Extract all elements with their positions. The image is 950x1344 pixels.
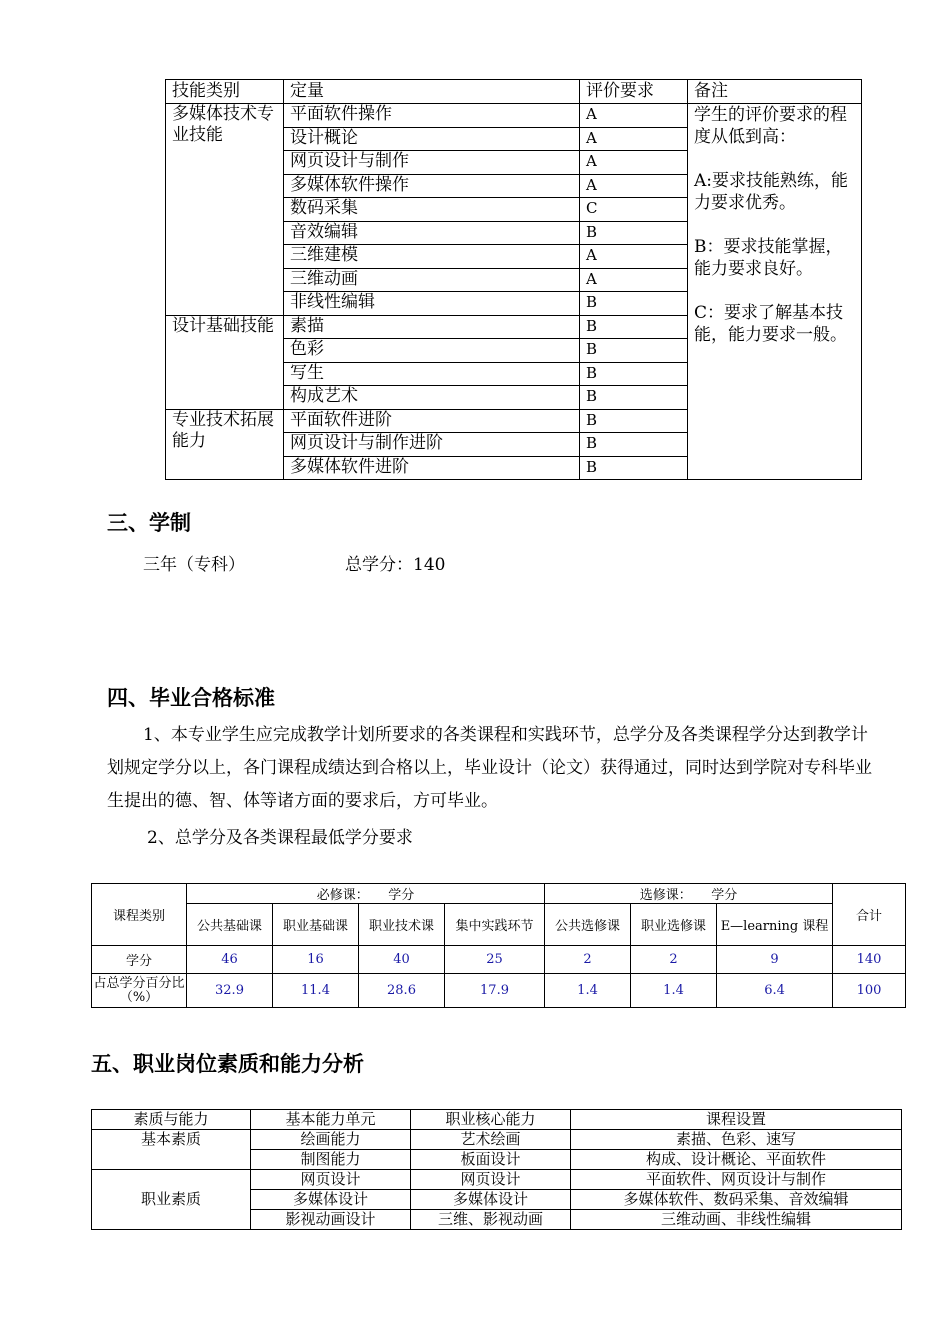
skills-header-note: 备注 bbox=[688, 80, 862, 104]
course-setting: 素描、色彩、速写 bbox=[571, 1130, 902, 1150]
core-ability: 网页设计 bbox=[411, 1170, 571, 1190]
credit-value: 2 bbox=[631, 946, 717, 974]
quality-table bbox=[91, 1109, 902, 1230]
skill-level: A bbox=[580, 245, 688, 269]
quality-header: 职业核心能力 bbox=[411, 1110, 571, 1130]
credit-columns-row bbox=[92, 904, 906, 946]
note-level-c: C：要求了解基本技能，能力要求一般。 bbox=[694, 303, 847, 345]
credit-row-label: 占总学分百分比（%） bbox=[92, 974, 187, 1008]
skill-name: 三维建模 bbox=[284, 245, 580, 269]
skill-level: A bbox=[580, 151, 688, 175]
skills-header-category: 技能类别 bbox=[166, 80, 284, 104]
skills-header-quantity: 定量 bbox=[284, 80, 580, 104]
program-duration: 三年（专科） bbox=[143, 555, 245, 575]
ability-unit: 网页设计 bbox=[251, 1170, 411, 1190]
credit-value: 28.6 bbox=[359, 974, 445, 1008]
course-setting: 三维动画、非线性编辑 bbox=[571, 1210, 902, 1230]
skills-category: 多媒体技术专业技能 bbox=[166, 104, 284, 316]
skill-name: 设计概论 bbox=[284, 127, 580, 151]
skill-level: A bbox=[580, 127, 688, 151]
table-row bbox=[92, 1170, 902, 1190]
credit-category-label: 课程类别 bbox=[92, 884, 187, 946]
skill-level: B bbox=[580, 456, 688, 480]
credit-group-row bbox=[92, 884, 906, 904]
credit-column-header: 公共基础课 bbox=[187, 904, 273, 946]
skill-name: 网页设计与制作 bbox=[284, 151, 580, 175]
required-courses-label: 必修课： 学分 bbox=[187, 884, 545, 904]
core-ability: 板面设计 bbox=[411, 1150, 571, 1170]
credit-value: 1.4 bbox=[631, 974, 717, 1008]
course-setting: 平面软件、网页设计与制作 bbox=[571, 1170, 902, 1190]
ability-unit: 影视动画设计 bbox=[251, 1210, 411, 1230]
skill-level: B bbox=[580, 221, 688, 245]
skill-name: 三维动画 bbox=[284, 268, 580, 292]
course-setting: 构成、设计概论、平面软件 bbox=[571, 1150, 902, 1170]
skill-name: 平面软件操作 bbox=[284, 104, 580, 128]
quality-header: 基本能力单元 bbox=[251, 1110, 411, 1130]
skills-note bbox=[688, 104, 862, 480]
credit-value: 6.4 bbox=[717, 974, 833, 1008]
credit-column-header: E—learning 课程 bbox=[717, 904, 833, 946]
skill-level: B bbox=[580, 315, 688, 339]
skill-level: B bbox=[580, 386, 688, 410]
credit-table bbox=[91, 883, 906, 1008]
skill-name: 网页设计与制作进阶 bbox=[284, 433, 580, 457]
credit-total: 100 bbox=[833, 974, 906, 1008]
core-ability: 艺术绘画 bbox=[411, 1130, 571, 1150]
skill-level: B bbox=[580, 362, 688, 386]
skill-level: A bbox=[580, 268, 688, 292]
skill-level: A bbox=[580, 104, 688, 128]
credit-column-header: 公共选修课 bbox=[545, 904, 631, 946]
section4-title: 四、毕业合格标准 bbox=[107, 686, 275, 710]
skill-name: 素描 bbox=[284, 315, 580, 339]
graduation-requirements: 1、本专业学生应完成教学计划所要求的各类课程和实践环节，总学分及各类课程学分达到教学计划规定学分以上，各门课程成绩达到合格以上，毕业设计（论文）获得通过，同时达到学院对专科毕业生提出的德、智、体等诸方面的要求后，方可毕业。 bbox=[107, 725, 872, 811]
table-row bbox=[92, 946, 906, 974]
credit-column-header: 职业选修课 bbox=[631, 904, 717, 946]
skill-level: C bbox=[580, 198, 688, 222]
credit-value: 9 bbox=[717, 946, 833, 974]
elective-courses-label: 选修课： 学分 bbox=[545, 884, 833, 904]
credit-row-label: 学分 bbox=[92, 946, 187, 974]
skill-level: B bbox=[580, 339, 688, 363]
credit-value: 17.9 bbox=[445, 974, 545, 1008]
skill-level: B bbox=[580, 409, 688, 433]
credit-value: 32.9 bbox=[187, 974, 273, 1008]
skill-name: 多媒体软件操作 bbox=[284, 174, 580, 198]
skill-name: 构成艺术 bbox=[284, 386, 580, 410]
skill-name: 多媒体软件进阶 bbox=[284, 456, 580, 480]
quality-category: 基本素质 bbox=[92, 1130, 251, 1170]
note-intro: 学生的评价要求的程度从低到高： bbox=[694, 105, 847, 147]
skill-name: 非线性编辑 bbox=[284, 292, 580, 316]
credit-total-label: 合计 bbox=[833, 884, 906, 946]
skill-level: A bbox=[580, 174, 688, 198]
skills-category: 设计基础技能 bbox=[166, 315, 284, 409]
section3-title: 三、学制 bbox=[107, 511, 191, 535]
credit-value: 2 bbox=[545, 946, 631, 974]
table-row bbox=[166, 104, 862, 128]
skill-name: 音效编辑 bbox=[284, 221, 580, 245]
credit-total: 140 bbox=[833, 946, 906, 974]
core-ability: 多媒体设计 bbox=[411, 1190, 571, 1210]
quality-category: 职业素质 bbox=[92, 1170, 251, 1230]
credit-requirements-heading: 2、总学分及各类课程最低学分要求 bbox=[147, 828, 413, 848]
skill-level: B bbox=[580, 292, 688, 316]
core-ability: 三维、影视动画 bbox=[411, 1210, 571, 1230]
credit-column-header: 职业基础课 bbox=[273, 904, 359, 946]
total-credits: 总学分：140 bbox=[345, 555, 446, 575]
note-level-a: A:要求技能熟练，能力要求优秀。 bbox=[694, 171, 849, 213]
table-row bbox=[92, 1130, 902, 1150]
credit-value: 11.4 bbox=[273, 974, 359, 1008]
credit-value: 25 bbox=[445, 946, 545, 974]
skill-name: 写生 bbox=[284, 362, 580, 386]
credit-value: 46 bbox=[187, 946, 273, 974]
credit-value: 1.4 bbox=[545, 974, 631, 1008]
skills-table bbox=[165, 79, 862, 480]
ability-unit: 绘画能力 bbox=[251, 1130, 411, 1150]
table-row bbox=[92, 974, 906, 1008]
ability-unit: 制图能力 bbox=[251, 1150, 411, 1170]
skill-name: 平面软件进阶 bbox=[284, 409, 580, 433]
credit-value: 40 bbox=[359, 946, 445, 974]
quality-header: 课程设置 bbox=[571, 1110, 902, 1130]
section5-title: 五、职业岗位素质和能力分析 bbox=[91, 1052, 364, 1076]
skill-name: 数码采集 bbox=[284, 198, 580, 222]
ability-unit: 多媒体设计 bbox=[251, 1190, 411, 1210]
skills-header-level: 评价要求 bbox=[580, 80, 688, 104]
note-level-b: B：要求技能掌握，能力要求良好。 bbox=[694, 237, 843, 279]
credit-column-header: 职业技术课 bbox=[359, 904, 445, 946]
credit-column-header: 集中实践环节 bbox=[445, 904, 545, 946]
quality-header-row bbox=[92, 1110, 902, 1130]
skills-category: 专业技术拓展能力 bbox=[166, 409, 284, 480]
skill-level: B bbox=[580, 433, 688, 457]
quality-header: 素质与能力 bbox=[92, 1110, 251, 1130]
skills-header-row bbox=[166, 80, 862, 104]
course-setting: 多媒体软件、数码采集、音效编辑 bbox=[571, 1190, 902, 1210]
skill-name: 色彩 bbox=[284, 339, 580, 363]
credit-value: 16 bbox=[273, 946, 359, 974]
